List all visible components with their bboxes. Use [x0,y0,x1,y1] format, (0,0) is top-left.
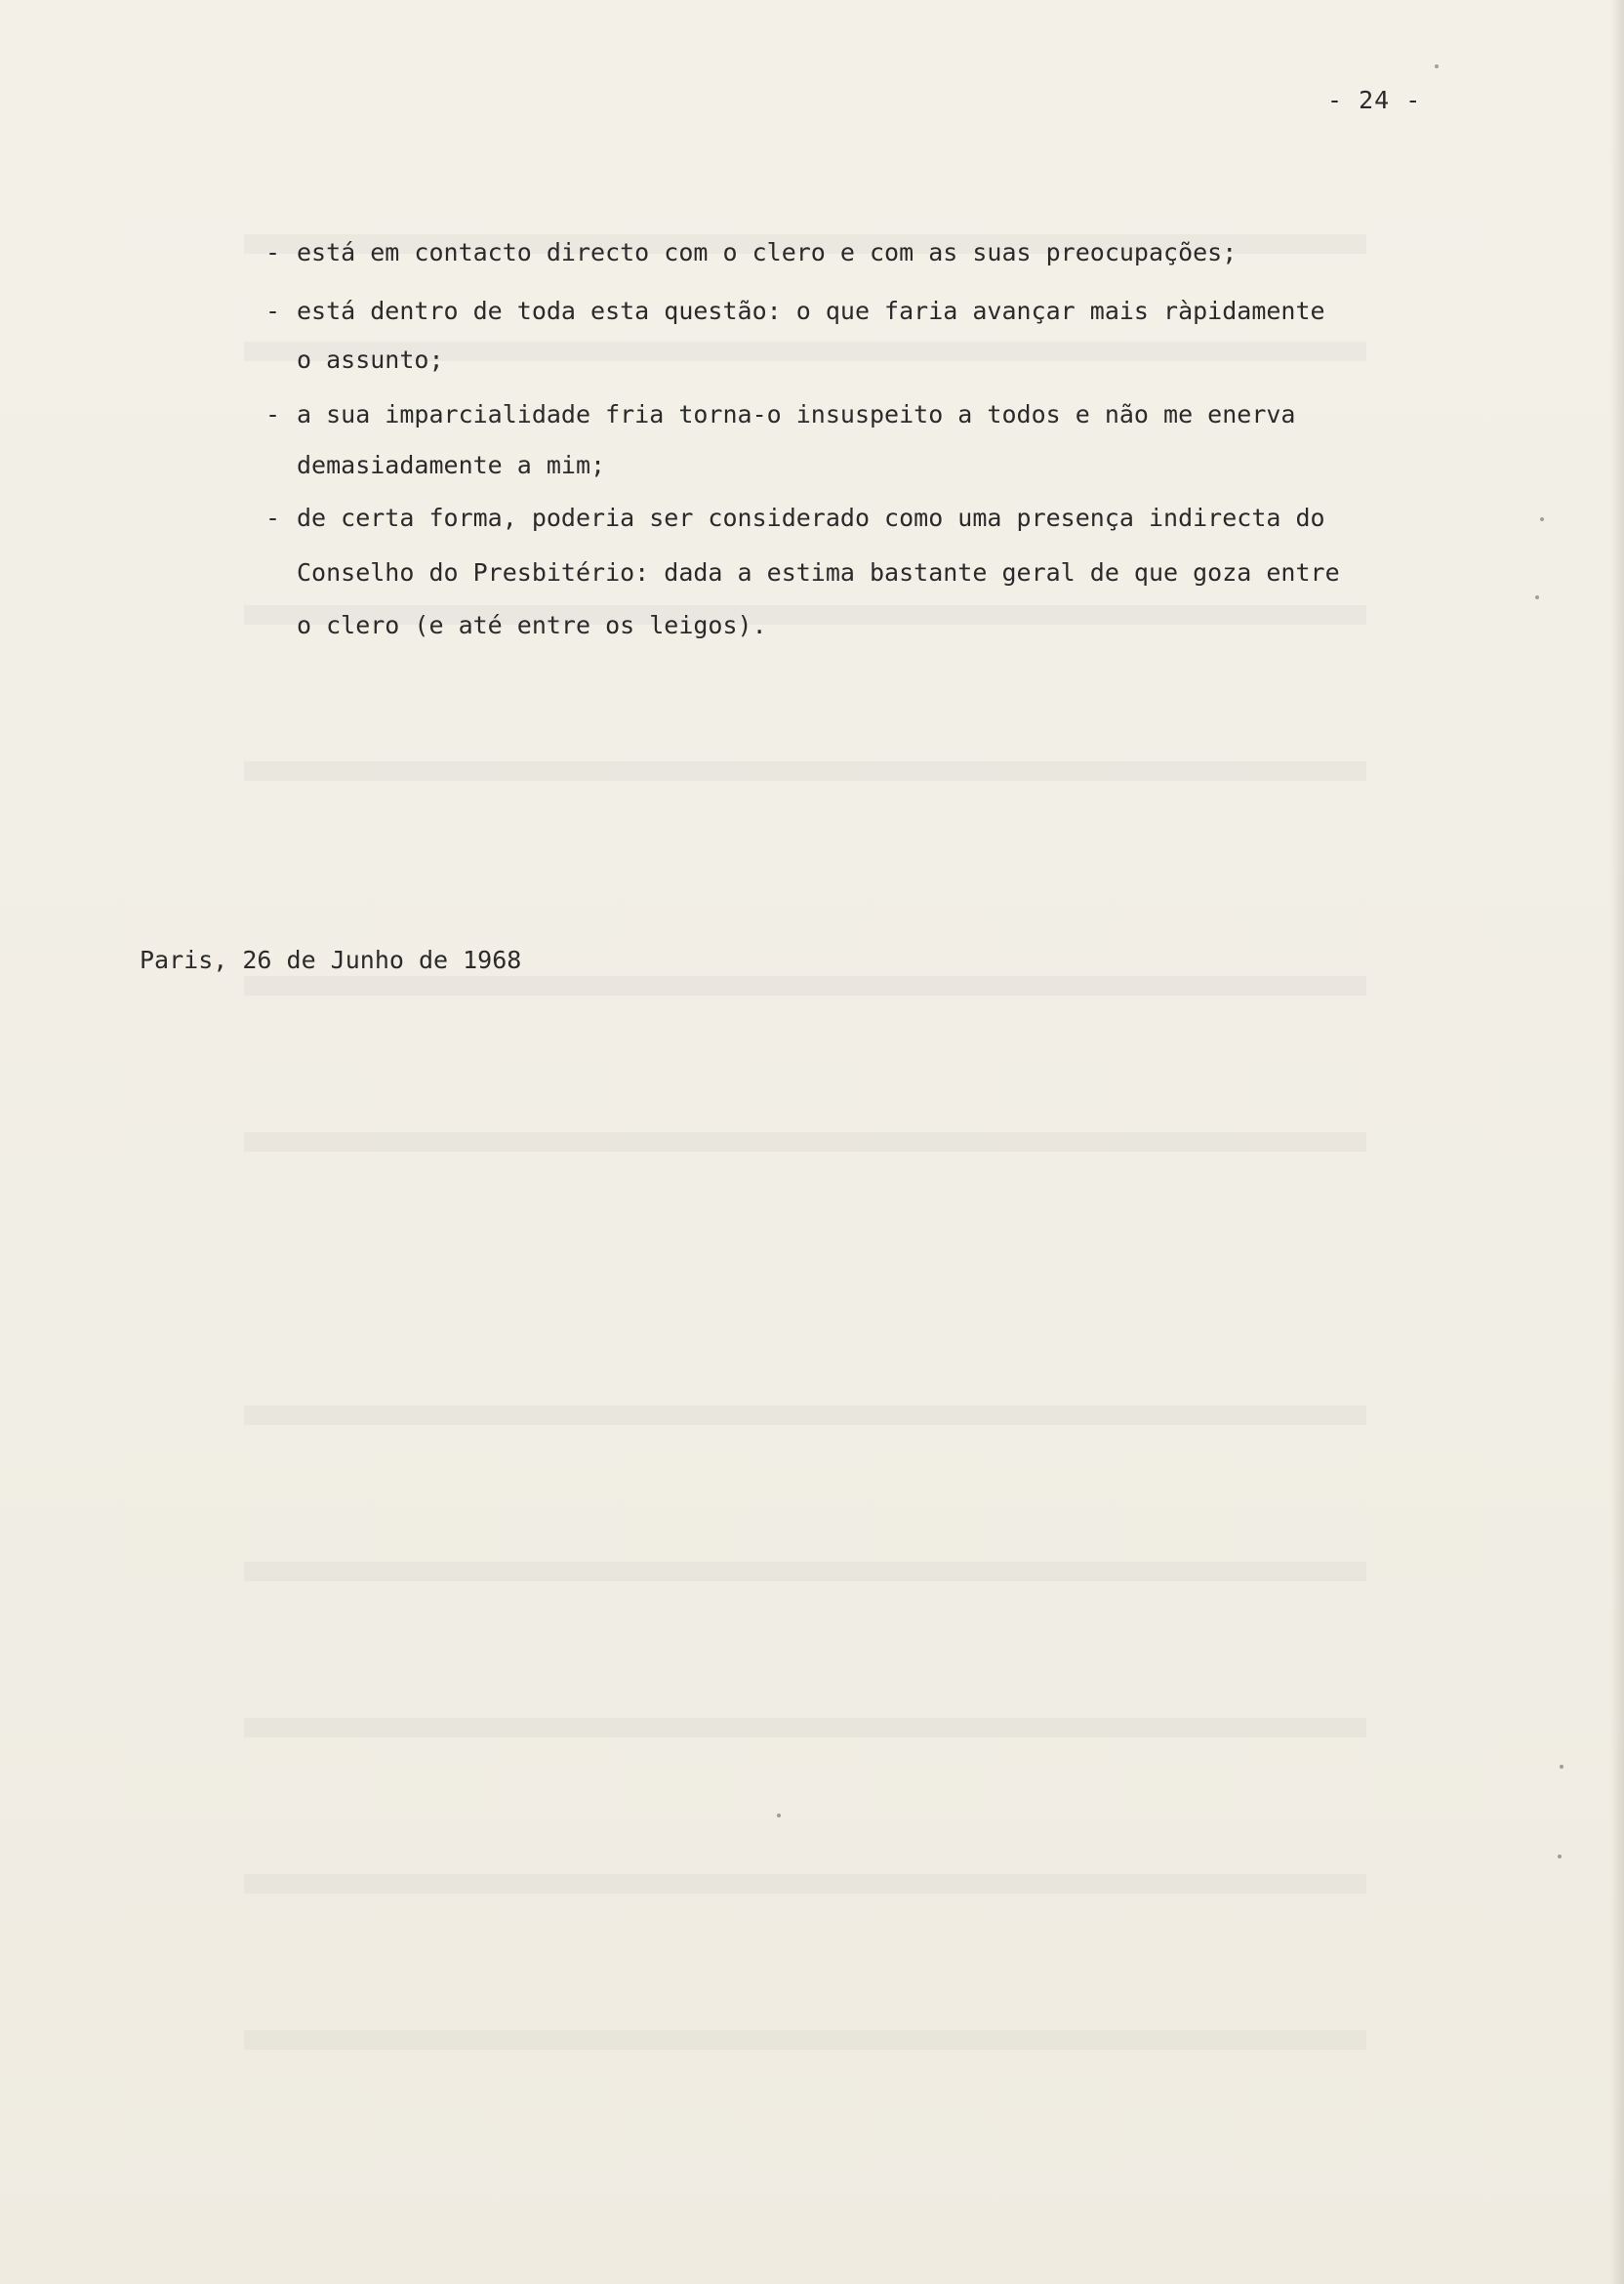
bullet-dash: - [265,504,281,532]
paper-speck [1535,595,1539,599]
place-date-line: Paris, 26 de Junho de 1968 [140,946,522,974]
page-edge-shadow [1610,0,1624,2284]
list-item-line: de certa forma, poderia ser considerado como uma presença indirecta do [297,504,1325,532]
bleed-through-mark [244,1874,1366,1894]
list-item-line: o assunto; [297,346,444,374]
list-item-line: a sua imparcialidade fria torna-o insuspeito a todos e não me enerva [297,400,1296,428]
paper-speck [1558,1855,1562,1858]
paper-speck [1560,1765,1563,1769]
bleed-through-mark [244,1718,1366,1737]
paper-speck [1435,64,1439,68]
bullet-dash: - [265,238,281,266]
bullet-dash: - [265,297,281,325]
list-item-line: Conselho do Presbitério: dada a estima bastante geral de que goza entre [297,558,1340,587]
page-number: - 24 - [1327,86,1422,114]
list-item-line: está em contacto directo com o clero e com as suas preocupações; [297,238,1238,266]
bleed-through-mark [244,1562,1366,1581]
bleed-through-mark [244,761,1366,781]
paper-speck [777,1814,781,1817]
paper-speck [1540,517,1544,521]
bleed-through-mark [244,1132,1366,1152]
bullet-dash: - [265,400,281,428]
bleed-through-mark [244,2030,1366,2050]
list-item-line: o clero (e até entre os leigos). [297,611,767,639]
list-item-line: está dentro de toda esta questão: o que faria avançar mais ràpidamente [297,297,1325,325]
list-item-line: demasiadamente a mim; [297,451,606,479]
bleed-through-mark [244,1406,1366,1425]
